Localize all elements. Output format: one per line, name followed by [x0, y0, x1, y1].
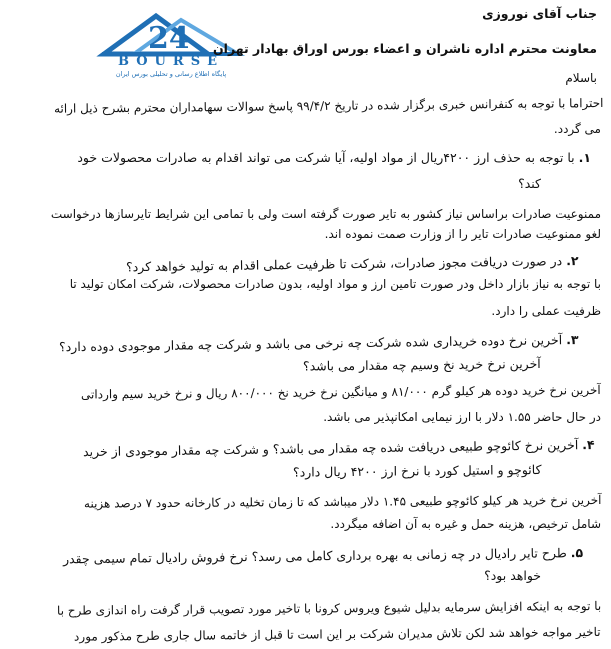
intro-line: می گردد.: [553, 122, 601, 136]
question-1: [77, 150, 591, 166]
question-text: آخرین نرخ کائوچو طبیعی دریافت شده چه مقدار می باشد؟ و شرکت چه مقدار موجودی از خرید: [83, 437, 579, 460]
recipient-title: معاونت محترم اداره ناشران و اعضاء بورس اوراق بهادار تهران: [213, 41, 597, 56]
answer-2-cont: ظرفیت عملی را دارد.: [491, 304, 601, 318]
logo-subtitle: پایگاه اطلاع رسانی و تحلیلی بورس ایران: [115, 70, 227, 78]
question-4: [83, 437, 595, 460]
question-3: [59, 332, 579, 355]
intro-line: احتراما با توجه به کنفرانس خبری برگزار شده در تاریخ ۹۹/۴/۲ پاسخ سوالات سهامداران محترم بشرح ذیل ارائه: [53, 96, 604, 116]
answer-1-cont: لغو ممنوعیت صادرات تایر را از وزارت صمت نموده اند.: [324, 227, 601, 241]
item-number: ۵.: [570, 545, 584, 561]
question-5-cont: خواهد بود؟: [484, 568, 541, 583]
question-text: در صورت دریافت مجوز صادرات، شرکت تا ظرفیت عملی اقدام به تولید خواهد کرد؟: [126, 253, 563, 275]
answer-4-cont: شامل ترخیص، هزینه حمل و غیره به آن اضافه میگردد.: [330, 517, 601, 531]
item-number: ۴.: [582, 437, 596, 453]
logo-wordmark: BOURSE: [118, 54, 224, 69]
question-2: [126, 253, 579, 275]
question-5: [63, 545, 583, 567]
question-3-cont: آخرین نرخ خرید نخ وسیم چه مقدار می باشد؟: [303, 356, 542, 374]
recipient-name: جناب آقای نوروزی: [482, 6, 597, 21]
item-number: ۳.: [566, 332, 580, 348]
question-4-cont: کائوچو و استیل کورد با نرخ ارز ۴۲۰۰ ریال دارد؟: [292, 462, 542, 480]
item-number: ۱.: [578, 150, 591, 165]
question-text: طرح تایر رادیال در چه زمانی به بهره برداری کامل می رسد؟ نرخ فروش رادیال تمام سیمی چقدر: [62, 545, 567, 567]
question-text: با توجه به حذف ارز ۴۲۰۰ریال از مواد اولیه، آیا شرکت می تواند اقدام به صادرات محصولات خود: [77, 150, 575, 165]
svg-text:24: 24: [148, 21, 190, 56]
answer-3-cont: در حال حاضر ۱.۵۵ دلار با ارز نیمایی امکانپذیر می باشد.: [323, 410, 601, 424]
answer-1: ممنوعیت صادرات براساس نیاز کشور به تایر صورت گرفته است ولی با تمامی این شرایط تایرسازها درخواست: [50, 207, 601, 221]
answer-2: با توجه به نیاز بازار داخل ودر صورت تامین ارز و مواد اولیه، بدون صادرات محصولات، شرکت امکان تولید تا: [69, 277, 601, 291]
question-1-cont: کند؟: [518, 176, 541, 191]
answer-5-cont: تاخیر مواجه خواهد شد لکن تلاش مدیران شرکت بر این است تا قبل از خاتمه سال جاری طرح مذکور مورد: [74, 625, 602, 644]
answer-3: آخرین نرخ خرید دوده هر کیلو گرم ۸۱/۰۰۰ و میانگین نرخ خرید نخ ۸۰۰/۰۰۰ ریال و نرخ خرید سیم وارداتی: [81, 383, 602, 402]
item-number: ۲.: [566, 253, 580, 269]
question-text: آخرین نرخ دوده خریداری شده شرکت چه نرخی می باشد و شرکت چه مقدار موجودی دوده دارد؟: [59, 332, 563, 355]
salutation: باسلام: [565, 71, 597, 85]
answer-4: آخرین نرخ خرید هر کیلو کائوچو طبیعی ۱.۴۵ دلار میباشد که تا زمان تخلیه در کارخانه حدود ۷ درصد هزینه: [83, 493, 602, 511]
answer-5: با توجه به اینکه افزایش سرمایه بدلیل شیوع ویروس کرونا با تاخیر مورد تصویب قرار گرفت راه اندازی طرح با: [56, 599, 602, 618]
